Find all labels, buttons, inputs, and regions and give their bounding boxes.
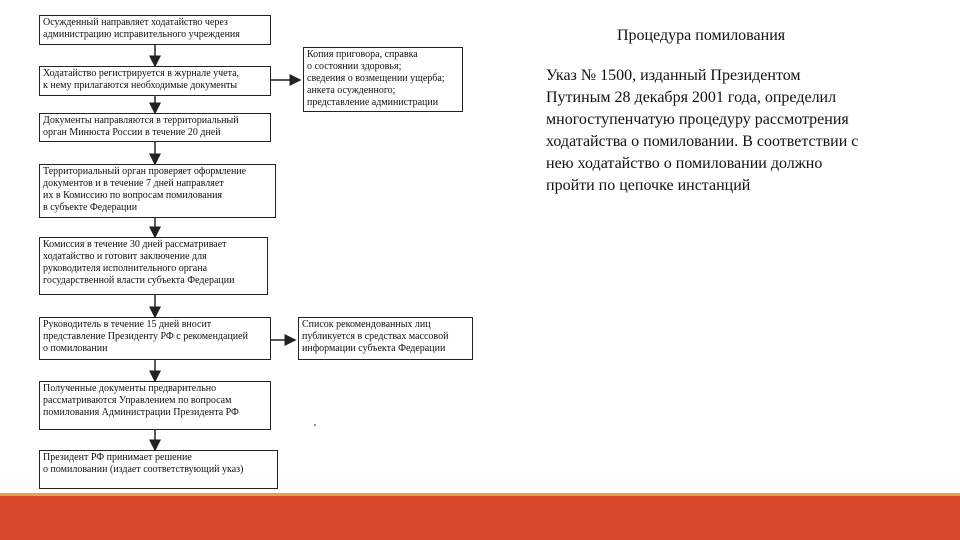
side-documents-line-4: анкета осужденного; xyxy=(307,85,396,96)
side-publication-line-1: Список рекомендованных лиц xyxy=(302,319,431,330)
paragraph-line-6: пройти по цепочке инстанций xyxy=(546,177,751,194)
flow-step-5 xyxy=(39,237,268,295)
step-5-line-4: государственной власти субъекта Федерации xyxy=(43,275,235,286)
flow-step-8 xyxy=(39,450,278,489)
stray-dot xyxy=(314,424,316,426)
side-documents-line-5: представление администрации xyxy=(307,97,439,108)
step-5-line-2: ходатайство и готовит заключение для xyxy=(43,251,207,262)
paragraph-line-1: Указ № 1500, изданный Президентом xyxy=(546,67,801,84)
flow-step-2 xyxy=(39,66,271,96)
step-4-line-1: Территориальный орган проверяет оформление xyxy=(43,166,247,177)
side-publication-line-3: информации субъекта Федерации xyxy=(302,343,446,354)
footer-bar xyxy=(0,496,960,540)
flow-step-1 xyxy=(39,15,271,45)
step-6-line-1: Руководитель в течение 15 дней вносит xyxy=(43,319,212,330)
paragraph-line-4: ходатайства о помиловании. В соответствии с xyxy=(546,133,859,150)
flow-step-4 xyxy=(39,164,276,218)
step-7-line-1: Полученные документы предварительно xyxy=(43,383,217,394)
step-6-line-2: представление Президенту РФ с рекомендацией xyxy=(43,331,248,342)
step-2-line-2: к нему прилагаются необходимые документы xyxy=(43,80,238,91)
side-documents-line-1: Копия приговора, справка xyxy=(307,49,418,60)
paragraph-line-2: Путиным 28 декабря 2001 года, определил xyxy=(546,89,837,106)
flow-step-6 xyxy=(39,317,271,360)
side-documents-line-2: о состоянии здоровья; xyxy=(307,61,402,72)
step-5-line-3: руководителя исполнительного органа xyxy=(43,263,208,274)
step-1-line-2: администрацию исправительного учреждения xyxy=(43,29,240,40)
step-7-line-2: рассматриваются Управлением по вопросам xyxy=(43,395,232,406)
side-publication-box xyxy=(298,317,473,360)
step-5-line-1: Комиссия в течение 30 дней рассматривает xyxy=(43,239,227,250)
paragraph-line-3: многоступенчатую процедуру рассмотрения xyxy=(546,111,849,128)
step-6-line-3: о помиловании xyxy=(43,343,108,354)
flow-step-3 xyxy=(39,113,271,142)
step-3-line-2: орган Минюста России в течение 20 дней xyxy=(43,127,221,138)
step-1-line-1: Осужденный направляет ходатайство через xyxy=(43,17,228,28)
step-8-line-1: Президент РФ принимает решение xyxy=(43,452,192,463)
step-2-line-1: Ходатайство регистрируется в журнале учета, xyxy=(43,68,240,79)
side-publication-line-2: публикуется в средствах массовой xyxy=(302,331,449,342)
flow-step-7 xyxy=(39,381,271,430)
description-paragraph xyxy=(546,65,916,197)
side-documents-line-3: сведения о возмещении ущерба; xyxy=(307,73,445,84)
slide-title: Процедура помилования xyxy=(617,27,786,44)
step-4-line-4: в субъекте Федерации xyxy=(43,202,138,213)
step-8-line-2: о помиловании (издает соответствующий указ) xyxy=(43,464,244,475)
step-4-line-2: документов и в течение 7 дней направляет xyxy=(43,178,224,189)
paragraph-line-5: нею ходатайство о помиловании должно xyxy=(546,155,823,172)
step-7-line-3: помилования Администрации Президента РФ xyxy=(43,407,239,418)
step-4-line-3: их в Комиссию по вопросам помилования xyxy=(43,190,223,201)
side-documents-box xyxy=(303,47,463,112)
step-3-line-1: Документы направляются в территориальный xyxy=(43,115,239,126)
